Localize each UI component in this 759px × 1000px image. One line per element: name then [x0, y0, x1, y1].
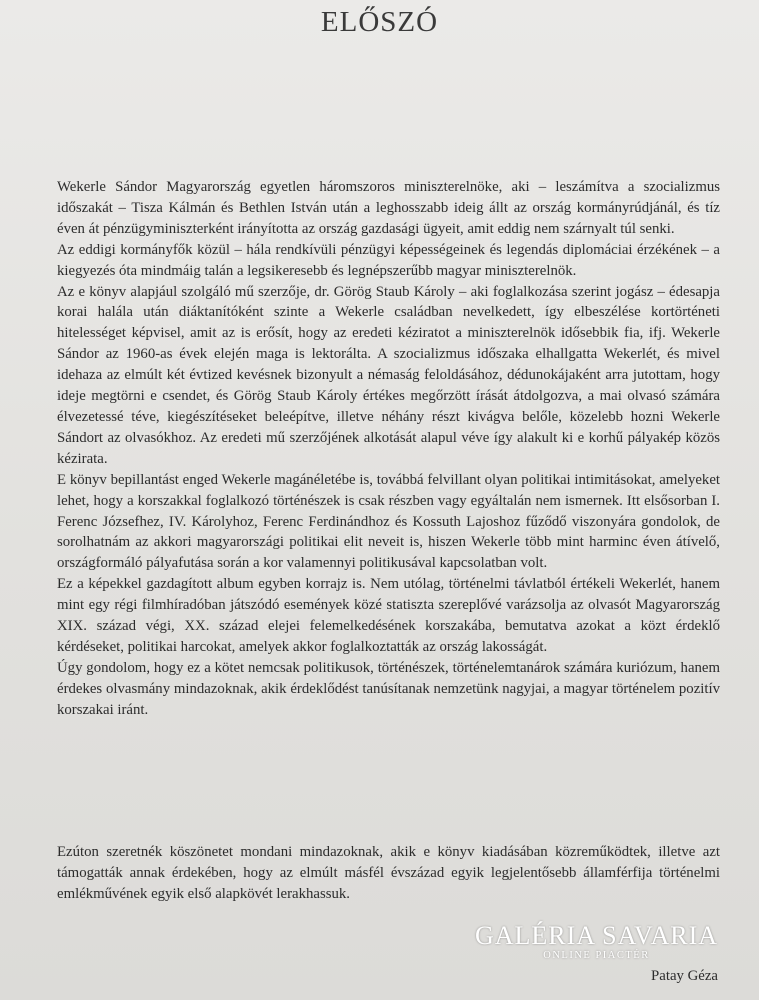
preface-body: [57, 177, 720, 721]
paragraph: Ez a képekkel gazdagított album egyben korrajz is. Nem utólag, történelmi távlatból értékeli Wekerlét, hanem mint egy régi filmhíradóban játszódó események közé statiszta szereplővé varázsolja az olvasót Magyarország XIX. század végi, XX. század elejei felemelkedésének korszakába, bemutatva azokat a közt érdeklő kérdéseket, politikai harcokat, amelyek akkor foglalkoztatták az ország lakosságát.: [57, 576, 720, 655]
paragraph: E könyv bepillantást enged Wekerle magánéletébe is, továbbá felvillant olyan politikai intimitásokat, amelyeket lehet, hogy a korszakkal foglalkozó történészek is csak részben vagy egyáltalán nem ismernek. Itt elsősorban I. Ferenc Józsefhez, IV. Károlyhoz, Ferenc Ferdinándhoz és Kossuth Lajoshoz fűződő viszonyára gondolok, de sorolhatnám az akkori magyarországi politikai elit neveit is, hiszen Wekerle több mint harminc éven átívelő, országformáló pályafutása során a kor valamennyi politikusával kapcsolatban volt.: [57, 471, 720, 572]
watermark-sub-text: ONLINE PIACTÉR: [543, 950, 650, 961]
paragraph: Az eddigi kormányfők közül – hála rendkívüli pénzügyi képességeinek és legendás diplomáciai érzékének – a kiegyezés óta mindmáig talán a legsikeresebb és legnépszerűbb magyar miniszterelnök.: [57, 241, 720, 279]
author-signature: Patay Géza: [651, 968, 718, 984]
acknowledgement-paragraph: Ezúton szeretnék köszönetet mondani mindazoknak, akik e könyv kiadásában közreműködtek, illetve azt támogatták annak érdekében, hogy az elmúlt másfél évszázad egyik legjelentősebb államférfija történelmi emlékművének egyik első alapkövét lerakhassuk.: [57, 844, 720, 902]
watermark-main-text: GALÉRIA SAVARIA: [474, 921, 719, 950]
watermark-logo: [470, 922, 723, 962]
paragraph: Wekerle Sándor Magyarország egyetlen háromszoros miniszterelnöke, aki – leszámítva a szocializmus időszakát – Tisza Kálmán és Bethlen István után a leghosszabb ideig állt az ország kormányrúdjánál, és tíz éven át pénzügyminiszterként irányította az ország gazdasági ügyeit, amit eddig nem szárnyalt túl senki.: [57, 179, 720, 237]
page-title: ELŐSZÓ: [320, 6, 439, 38]
paragraph: Az e könyv alapjául szolgáló mű szerzője, dr. Görög Staub Károly – aki foglalkozása szerint jogász – édesapja korai halála után diáktanítóként szinte a Wekerle családban nevelkedett, így elbeszélése kortörténeti hitelességet képvisel, amit az is erősít, hogy az eredeti kéziratot a miniszterelnök idősebbik fia, ifj. Wekerle Sándor az 1960-as évek elején maga is lektorálta. A szocializmus időszaka elhallgatta Wekerlét, és mivel idehaza az elmúlt két évtized kevésnek bizonyult a némaság feloldásához, dédunokájaként arra jutottam, hogy ideje megtörni e csendet, és Görög Staub Károly értékes megőrzött írását átdolgozva, a mai olvasó számára élvezetessé téve, kiegészítéseket beleépítve, illetve néhány részt kivágva belőle, közelebb hozni Wekerle Sándort az olvasókhoz. Az eredeti mű szerzőjének alkotását alapul véve így alakult ki e korhű pályakép közös kézirata.: [57, 283, 720, 467]
acknowledgement-section: [57, 842, 720, 905]
paragraph: Úgy gondolom, hogy ez a kötet nemcsak politikusok, történészek, történelemtanárok számára kuriózum, hanem érdekes olvasmány mindazoknak, akik érdeklődést tanúsítanak nemzetünk nagyjai, a magyar történelem pozitív korszakai iránt.: [57, 659, 720, 718]
